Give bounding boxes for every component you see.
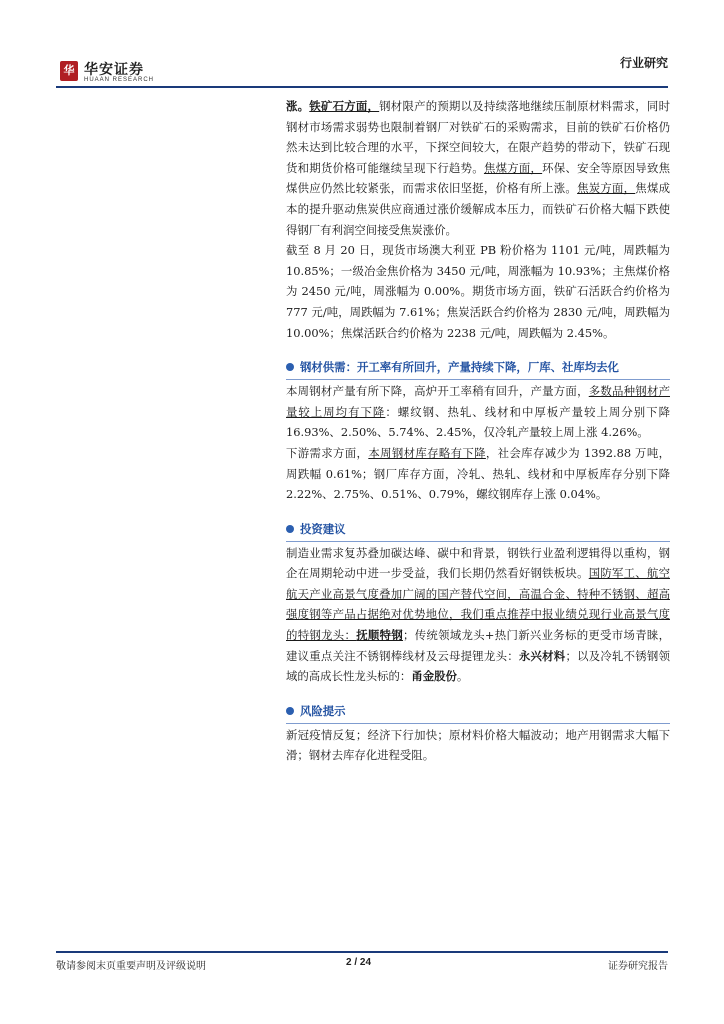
iron-ore-paragraph	[286, 96, 670, 240]
page-header	[56, 50, 668, 86]
text-span: ；以及冷轧不锈钢领域的高成长性龙头标的：	[286, 648, 670, 684]
section-header	[286, 701, 670, 721]
supply-paragraph	[286, 381, 670, 443]
text-span: ：螺纹钢、热轧、线材和中厚板产量较上周分别下降 16.93%、2.50%、5.74%、2.45%，仅冷轧产量较上周上涨 4.26%。	[286, 404, 670, 440]
company-logo-name: 华安证券	[84, 62, 144, 78]
text-span: 下游需求方面，	[286, 445, 369, 460]
footer-disclaimer: 敬请参阅末页重要声明及评级说明	[56, 961, 206, 972]
investment-section	[286, 519, 670, 687]
footer-divider	[56, 951, 668, 953]
page-number: 2 / 24	[346, 957, 372, 968]
price-data-paragraph: 截至 8 月 20 日，现货市场澳大利亚 PB 粉价格为 1101 元/吨，周跌幅为 10.85%；一级冶金焦价格为 3450 元/吨，周涨幅为 10.93%；主焦煤价格为 2450 元/吨，周涨幅为 0.00%。期货市场方面，铁矿石活跃合约价格为 777 元/吨，周跌幅为 7.61%；焦炭活跃合约价格为 2830 元/吨，周跌幅为 10.00%；焦煤活跃合约价格为 2238 元/吨，周跌幅为 2.45%。	[286, 243, 670, 340]
text-span: 环保、安全等原因导致焦煤供应仍然比较紧张，而需求依旧坚挺，价格有所上涨。	[286, 160, 670, 196]
text-span: 焦煤方面，	[483, 160, 543, 175]
text-span: 。	[456, 669, 469, 684]
bullet-dot-icon	[286, 707, 294, 715]
text-span: 本周钢材产量有所下降，高炉开工率稍有回升，产量方面，	[286, 384, 589, 399]
stock-name: 甬金股份	[411, 669, 457, 684]
text-span: ；传统领域龙头+热门新兴业务标的更受市场青睐，建议重点关注不锈钢棒线材及云母提锂龙头：	[286, 628, 670, 663]
section-header	[286, 357, 670, 377]
company-logo-icon: 华	[60, 61, 78, 81]
text-span: 国防军工、航空航天产业高景气度叠加广阔的国产替代空间，高温合金、特种不锈钢、超高强度钢等产品占据绝对优势地位，我们重点推荐中报业绩兑现行业高景气度的特钢龙头：	[286, 566, 670, 643]
section-title: 钢材供需：开工率有所回升，产量持续下降，厂库、社库均去化	[300, 360, 619, 375]
stock-name: 抚顺特钢	[356, 628, 404, 643]
stock-name: 永兴材料	[518, 648, 566, 663]
supply-section	[286, 357, 670, 505]
section-title: 风险提示	[300, 703, 346, 718]
header-divider	[56, 86, 668, 88]
risk-section	[286, 701, 670, 766]
text-span: 钢材限产的预期以及持续落地继续压制原材料需求，同时钢材市场需求弱势也限制着钢厂对铁矿石的采购需求，目前的铁矿石价格仍然未达到比较合理的水平，下探空间较大，在限产趋势的带动下，铁矿石现货和期货价格可能继续呈现下行趋势。	[286, 99, 670, 175]
footer-doc-type: 证券研究报告	[608, 961, 668, 972]
text-span: 本周钢材库存略有下降	[368, 445, 486, 460]
text-span: 焦煤成本的提升驱动焦炭供应商通过涨价缓解成本压力，而铁矿石价格大幅下跌使得钢厂有利润空间接受焦炭涨价。	[286, 181, 670, 237]
section-divider	[286, 541, 670, 542]
text-span: 焦炭方面，	[577, 181, 636, 196]
text-span: 制造业需求复苏叠加碳达峰、碳中和背景，钢铁行业盈利逻辑得以重构，钢企在周期轮动中进一步受益，我们长期仍然看好钢铁板块。	[286, 545, 670, 581]
section-title: 投资建议	[300, 521, 346, 536]
text-span: ，社会库存减少为 1392.88 万吨，周跌幅 0.61%；钢厂库存方面，冷轧、热轧、线材和中厚板库存分别下降 2.22%、2.75%、0.51%、0.79%，螺纹钢库存上涨 0.04%。	[286, 445, 670, 502]
investment-paragraph	[286, 543, 670, 687]
bullet-dot-icon	[286, 363, 294, 371]
report-category: 行业研究	[619, 56, 668, 70]
risk-paragraph: 新冠疫情反复；经济下行加快；原材料价格大幅波动；地产用钢需求大幅下滑；钢材去库存化进程受阻。	[286, 727, 670, 763]
section-header	[286, 519, 670, 539]
text-span: 铁矿石方面，	[309, 99, 380, 113]
text-span: 多数品种钢材产量较上周均有下降	[286, 384, 670, 419]
text-span: 涨。	[286, 99, 310, 113]
section-divider	[286, 379, 670, 380]
inventory-paragraph	[286, 443, 670, 505]
company-logo-subtitle: HUAAN RESEARCH	[84, 77, 155, 83]
section-divider	[286, 723, 670, 724]
bullet-dot-icon	[286, 525, 294, 533]
main-content	[286, 96, 670, 766]
